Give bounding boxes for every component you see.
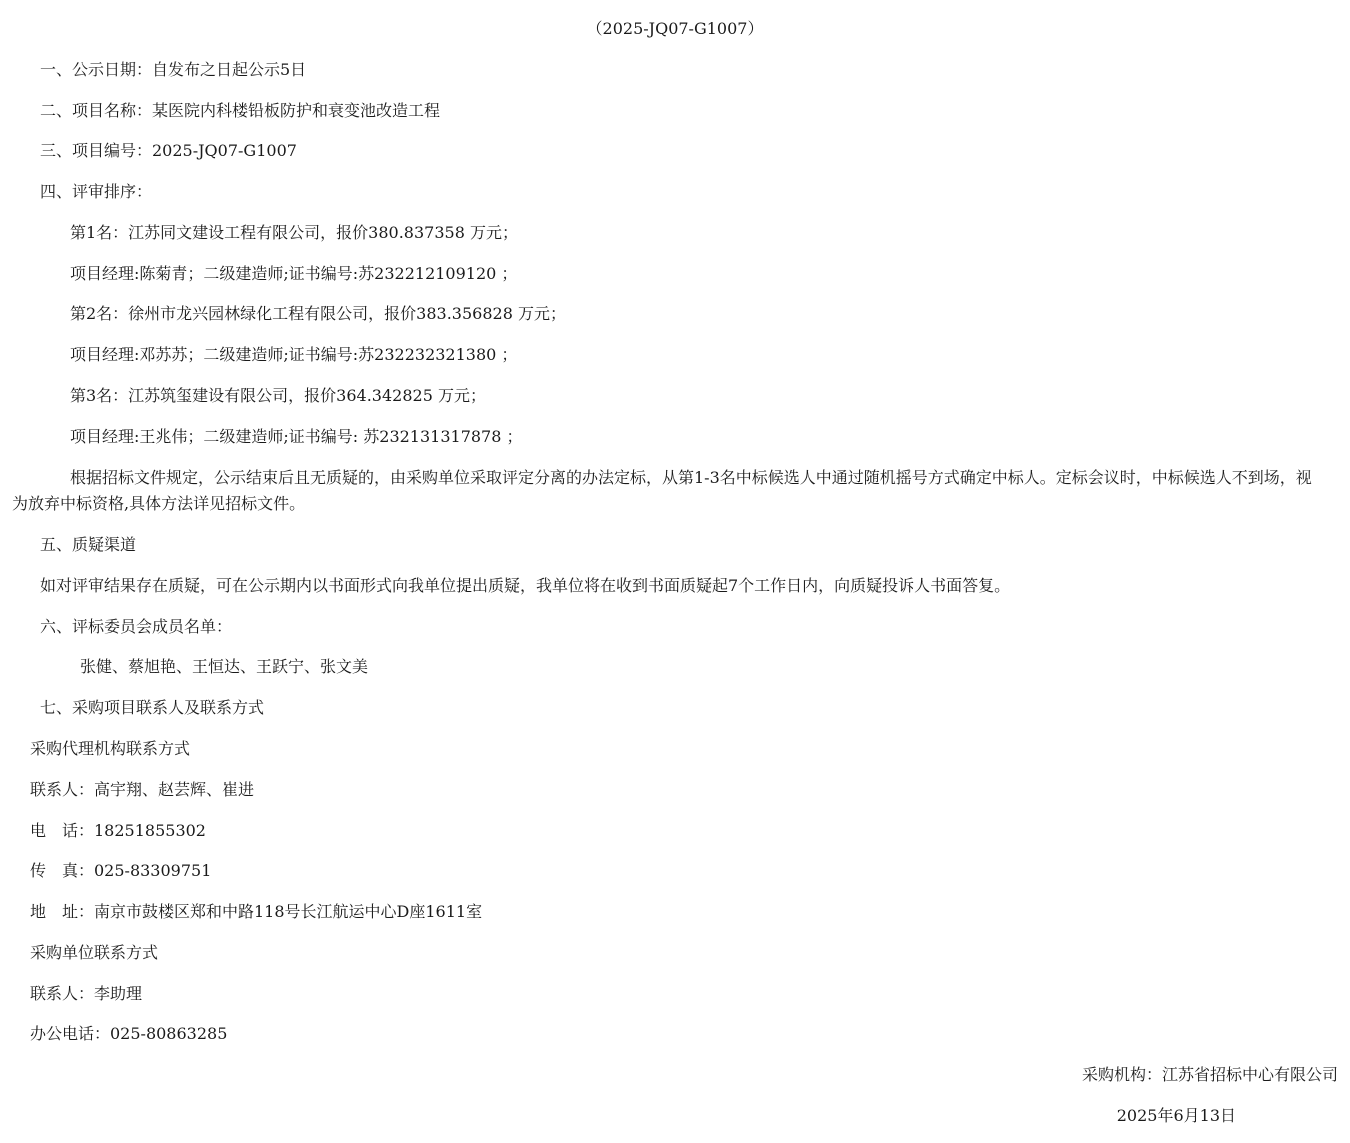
ranking-manager-3: 项目经理:王兆伟；二级建造师;证书编号: 苏232131317878 ；: [70, 427, 523, 446]
agency-address: 地 址：南京市鼓楼区郑和中路118号长江航运中心D座1611室: [30, 902, 483, 921]
committee-members: 张健、蔡旭艳、王恒达、王跃宁、张文美: [80, 657, 369, 676]
section-committee: 六、评标委员会成员名单：: [40, 617, 233, 636]
footer-organization: 采购机构：江苏省招标中心有限公司: [1081, 1065, 1338, 1084]
ranking-item-3: 第3名：江苏筑玺建设有限公司，报价364.342825 万元；: [70, 386, 486, 405]
section-complaint-channel: 五、质疑渠道: [40, 535, 137, 554]
section-review-ranking: 四、评审排序：: [40, 182, 153, 201]
section-project-number: 三、项目编号：2025-JQ07-G1007: [40, 141, 297, 160]
agency-phone: 电 话：18251855302: [30, 821, 206, 840]
ranking-item-2: 第2名：徐州市龙兴园林绿化工程有限公司，报价383.356828 万元；: [70, 304, 566, 323]
buyer-contact-person: 联系人：李助理: [30, 984, 143, 1003]
buyer-office-phone: 办公电话：025-80863285: [30, 1024, 228, 1043]
agency-contact-heading: 采购代理机构联系方式: [30, 739, 191, 758]
buyer-contact-heading: 采购单位联系方式: [30, 943, 159, 962]
ranking-manager-2: 项目经理:邓苏苏；二级建造师;证书编号:苏232232321380 ；: [70, 345, 518, 364]
footer-date: 2025年6月13日: [1116, 1106, 1236, 1125]
agency-contact-people: 联系人：高宇翔、赵芸辉、崔进: [30, 780, 255, 799]
agency-fax: 传 真：025-83309751: [30, 861, 212, 880]
complaint-text: 如对评审结果存在质疑，可在公示期内以书面形式向我单位提出质疑，我单位将在收到书面质疑起7个工作日内，向质疑投诉人书面答复。: [40, 576, 1011, 595]
project-code-header: （2025-JQ07-G1007）: [586, 19, 764, 38]
section-publicity-date: 一、公示日期：自发布之日起公示5日: [40, 60, 307, 79]
ranking-manager-1: 项目经理:陈菊青；二级建造师;证书编号:苏232212109120 ；: [70, 264, 518, 283]
ranking-item-1: 第1名：江苏同文建设工程有限公司，报价380.837358 万元；: [70, 223, 518, 242]
rules-paragraph: 根据招标文件规定，公示结束后且无质疑的，由采购单位采取评定分离的办法定标，从第1-3名中标候选人中通过随机摇号方式确定中标人。定标会议时，中标候选人不到场，视为放弃中标资格,具体方法详见招标文件。: [12, 468, 1312, 513]
section-contacts: 七、采购项目联系人及联系方式: [40, 698, 265, 717]
section-project-name: 二、项目名称：某医院内科楼铅板防护和衰变池改造工程: [40, 101, 441, 120]
